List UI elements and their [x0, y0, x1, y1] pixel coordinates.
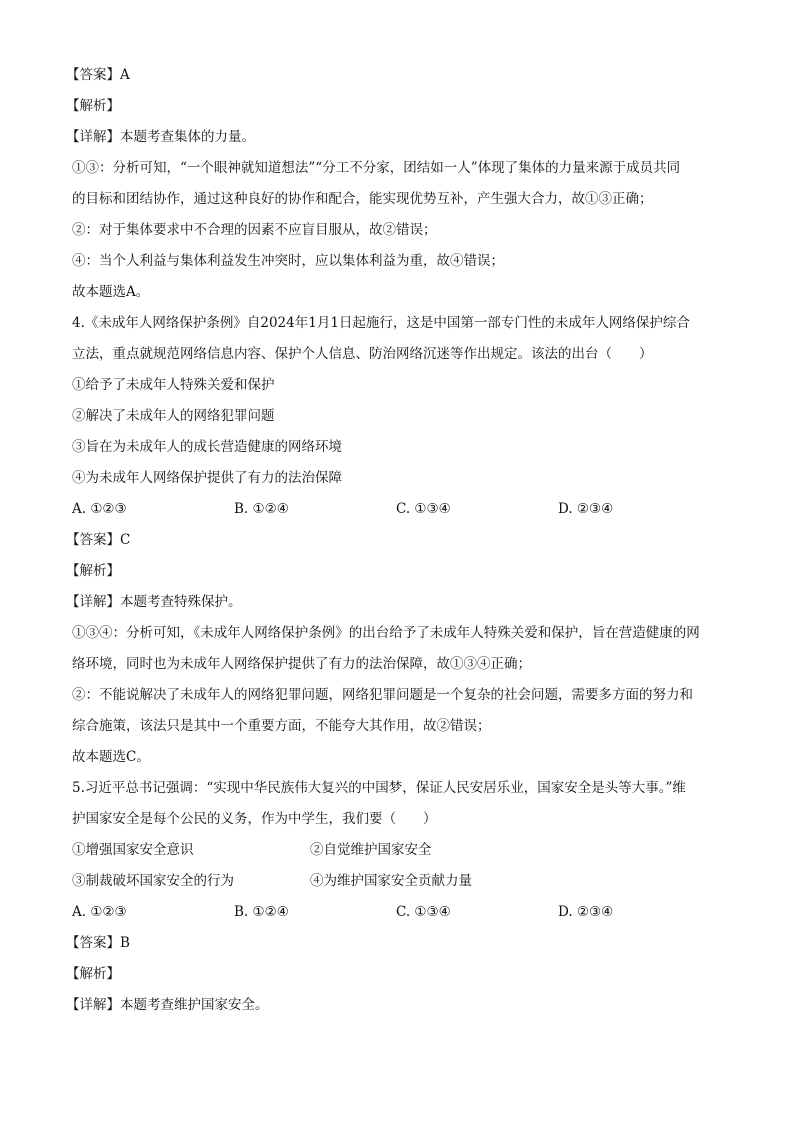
analysis-label: 【解析】 [66, 966, 120, 982]
question-item: ①增强国家安全意识 [72, 842, 194, 858]
question-item: ①给予了未成年人特殊关爱和保护 [72, 377, 275, 393]
question-item: ④为未成年人网络保护提供了有力的法治保障 [72, 470, 342, 486]
question-item-row [72, 866, 724, 897]
paragraph-line: 络环境，同时也为未成年人网络保护提供了有力的法治保障，故①③④正确； [72, 656, 531, 672]
question-item: ④为维护国家安全贡献力量 [310, 873, 472, 889]
conclusion-line: 故本题选A。 [72, 284, 150, 300]
option-c: C. ①③④ [396, 501, 451, 517]
question-stem: 立法，重点就规范网络信息内容、保护个人信息、防治网络沉迷等作出规定。该法的出台（ ） [72, 346, 653, 362]
question-item: ③制裁破坏国家安全的行为 [72, 873, 234, 889]
question-item: ②解决了未成年人的网络犯罪问题 [72, 408, 275, 424]
paragraph-line: ②：不能说解决了未成年人的网络犯罪问题，网络犯罪问题是一个复杂的社会问题，需要多方面的努力和 [72, 687, 693, 703]
detail-label: 【详解】本题考查维护国家安全。 [66, 997, 269, 1013]
paragraph-line: ②：对于集体要求中不合理的因素不应盲目服从，故②错误； [72, 222, 437, 238]
option-c: C. ①③④ [396, 904, 451, 920]
paragraph-line: ①③④：分析可知，《未成年人网络保护条例》的出台给予了未成年人特殊关爱和保护，旨在营造健康的网 [72, 625, 700, 641]
option-b: B. ①②④ [234, 501, 289, 517]
document-page [66, 60, 724, 1021]
answer-options [72, 494, 724, 525]
conclusion-line: 故本题选C。 [72, 749, 150, 765]
analysis-label: 【解析】 [66, 563, 120, 579]
paragraph-line: 综合施策，该法只是其中一个重要方面，不能夸大其作用，故②错误； [72, 718, 491, 734]
question-stem: 5.习近平总书记强调：“实现中华民族伟大复兴的中国梦，保证人民安居乐业，国家安全是头等大事。”维 [72, 780, 686, 796]
option-d: D. ②③④ [558, 904, 614, 920]
question-stem: 4.《未成年人网络保护条例》自2024年1月1日起施行，这是中国第一部专门性的未成年人网络保护综合 [72, 315, 690, 331]
detail-label: 【详解】本题考查特殊保护。 [66, 594, 242, 610]
answer-label: 【答案】A [66, 67, 130, 83]
question-item: ③旨在为未成年人的成长营造健康的网络环境 [72, 439, 342, 455]
option-d: D. ②③④ [558, 501, 614, 517]
answer-label: 【答案】B [66, 935, 130, 951]
paragraph-line: ①③：分析可知，“一个眼神就知道想法”“分工不分家，团结如一人”体现了集体的力量来源于成员共同 [72, 160, 681, 176]
answer-options [72, 897, 724, 928]
question-item-row [72, 835, 724, 866]
option-a: A. ①②③ [72, 904, 127, 920]
analysis-label: 【解析】 [66, 98, 120, 114]
paragraph-line: 的目标和团结协作，通过这种良好的协作和配合，能实现优势互补，产生强大合力，故①③正确； [72, 191, 653, 207]
question-stem: 护国家安全是每个公民的义务，作为中学生，我们要（ ） [72, 811, 437, 827]
option-a: A. ①②③ [72, 501, 127, 517]
option-b: B. ①②④ [234, 904, 289, 920]
paragraph-line: ④：当个人利益与集体利益发生冲突时，应以集体利益为重，故④错误； [72, 253, 504, 269]
answer-label: 【答案】C [66, 532, 131, 548]
question-item: ②自觉维护国家安全 [310, 842, 432, 858]
detail-label: 【详解】本题考查集体的力量。 [66, 129, 255, 145]
